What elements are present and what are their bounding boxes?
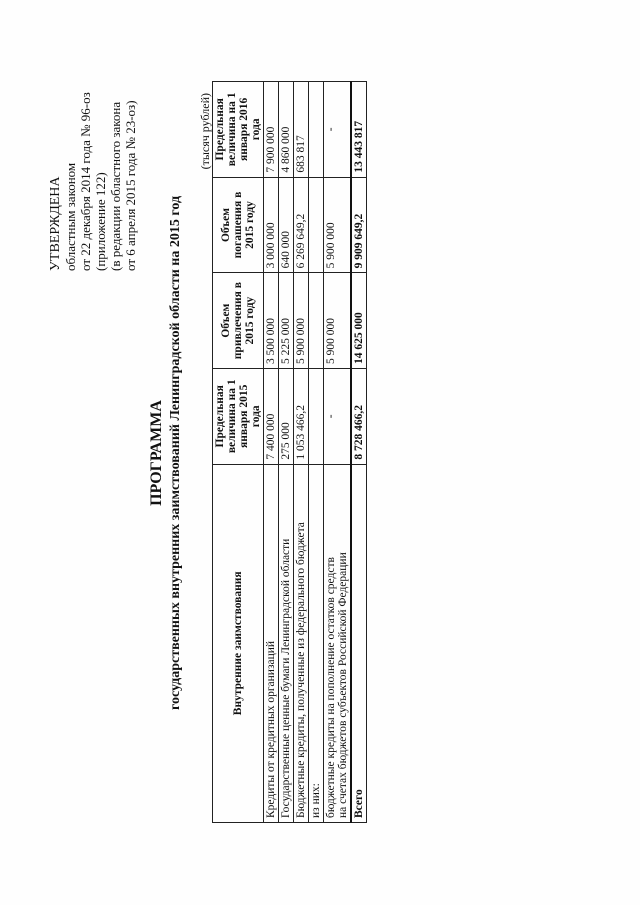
row-name: Государственные ценные бумаги Ленинградской области (279, 464, 294, 822)
total-value: 9 909 649,2 (351, 177, 367, 273)
row-name-line: на счетах бюджетов субъектов Российской Федерации (337, 551, 349, 818)
approval-line: (в редакции областного закона (108, 101, 123, 271)
cell-value: 4 860 000 (279, 81, 294, 177)
total-label: Всего (351, 464, 367, 822)
table-header-row (213, 81, 264, 822)
cell-value: 3 500 000 (264, 272, 279, 368)
cell-value: 7 400 000 (264, 368, 279, 464)
borrowings-table (212, 81, 367, 823)
approval-stamp (48, 61, 138, 271)
cell-value: 3 000 000 (264, 177, 279, 273)
table-row (294, 81, 309, 822)
document-title (148, 23, 184, 883)
table-total-row (351, 81, 367, 822)
cell-value: 683 817 (294, 81, 309, 177)
row-name-line: бюджетные кредиты на пополнение остатков средств (325, 556, 337, 818)
header-limit-2016: Предельная величина на 1 января 2016 года (213, 81, 264, 177)
header-borrowings: Внутренние заимствования (213, 464, 264, 822)
table-row (309, 81, 324, 822)
approval-line: (приложение 122) (93, 171, 108, 271)
cell-value: - (324, 368, 352, 464)
approval-line: УТВЕРЖДЕНА (48, 175, 63, 271)
rotated-content (20, 23, 620, 883)
cell-value: 7 900 000 (264, 81, 279, 177)
row-name (324, 464, 352, 822)
row-name: Бюджетные кредиты, полученные из федерального бюджета (294, 464, 309, 822)
total-value: 13 443 817 (351, 81, 367, 177)
cell-value: - (324, 81, 352, 177)
cell-value: 275 000 (279, 368, 294, 464)
cell-value (309, 81, 324, 177)
cell-value: 5 225 000 (279, 272, 294, 368)
cell-value: 6 269 649,2 (294, 177, 309, 273)
cell-value: 5 900 000 (324, 272, 352, 368)
unit-label: (тысяч рублей) (198, 92, 212, 169)
cell-value (309, 272, 324, 368)
approval-line: от 6 апреля 2015 года № 23-оз) (123, 99, 138, 271)
cell-value (309, 177, 324, 273)
header-limit-2015: Предельная величина на 1 января 2015 года (213, 368, 264, 464)
approval-line: от 22 декабря 2014 года № 96-оз (78, 91, 93, 271)
title-sub: государственных внутренних заимствований Ленинградской области на 2015 год (168, 195, 183, 710)
cell-value: 5 900 000 (294, 272, 309, 368)
cell-value (309, 368, 324, 464)
total-value: 8 728 466,2 (351, 368, 367, 464)
row-name: из них: (309, 464, 324, 822)
title-main: ПРОГРАММА (148, 399, 165, 506)
header-repayment-2015: Объем погашения в 2015 году (213, 177, 264, 273)
table-row (324, 81, 352, 822)
row-name: Кредиты от кредитных организаций (264, 464, 279, 822)
approval-line: областным законом (63, 162, 78, 271)
table-row (264, 81, 279, 822)
cell-value: 1 053 466,2 (294, 368, 309, 464)
table-row (279, 81, 294, 822)
total-value: 14 625 000 (351, 272, 367, 368)
cell-value: 640 000 (279, 177, 294, 273)
header-raising-2015: Объем привлечения в 2015 году (213, 272, 264, 368)
cell-value: 5 900 000 (324, 177, 352, 273)
